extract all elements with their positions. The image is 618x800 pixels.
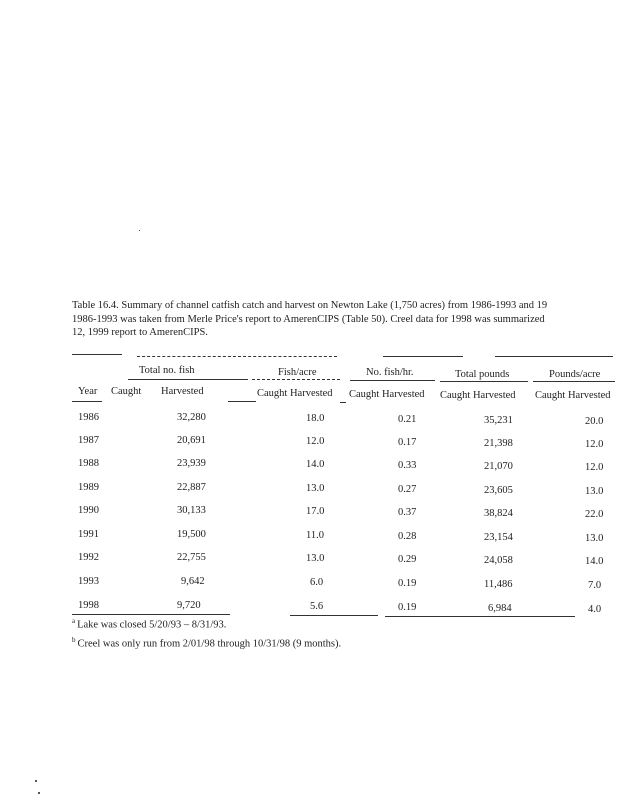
cell-harvested: 9,720 [177,600,201,611]
header-pounds-acre: Pounds/acre [549,369,601,380]
cell-pounds-acre: 20.0 [585,416,604,427]
cell-year: 1986 [78,412,99,423]
cell-pounds: 23,605 [484,485,513,496]
header-rule [228,401,256,402]
header-rule [72,401,102,402]
cell-harvested: 20,691 [177,435,206,446]
header-total-no-fish: Total no. fish [139,365,195,376]
group-rule [440,381,528,382]
cell-fish-acre: 13.0 [306,483,325,494]
cell-harvested: 22,755 [177,552,206,563]
header-year: Year [78,386,98,397]
cell-year: 1992 [78,552,99,563]
group-rule [252,379,340,380]
cell-fish-hr: 0.29 [398,554,417,565]
cell-harvested: 30,133 [177,505,206,516]
header-caught-harvested-fish-acre: Caught Harvested [257,388,333,399]
header-caught: Caught [111,386,142,397]
scan-speck [35,780,37,782]
cell-pounds: 23,154 [484,532,513,543]
caption-line-3: 12, 1999 report to AmerenCIPS. [72,327,208,338]
scan-speck [139,230,140,231]
caption-line-1: Table 16.4. Summary of channel catfish catch and harvest on Newton Lake (1,750 acres) from 1986-1993 and 19 [72,300,548,311]
top-rule [383,356,463,357]
group-rule [350,380,435,381]
bottom-rule [72,614,230,615]
footnote-a-marker: a [72,617,76,625]
cell-pounds-acre: 4.0 [588,604,602,615]
cell-fish-acre: 14.0 [306,459,325,470]
cell-harvested: 32,280 [177,412,206,423]
header-no-fish-hr: No. fish/hr. [366,367,414,378]
top-rule [72,354,122,355]
cell-pounds: 21,398 [484,438,513,449]
bottom-rule [290,615,378,616]
cell-fish-acre: 17.0 [306,506,325,517]
cell-harvested: 22,887 [177,482,206,493]
cell-fish-hr: 0.17 [398,437,417,448]
cell-harvested: 19,500 [177,529,206,540]
cell-year: 1993 [78,576,99,587]
cell-fish-hr: 0.28 [398,531,417,542]
header-caught-harvested-fish-hr: Caught Harvested [349,389,425,400]
cell-pounds-acre: 13.0 [585,486,604,497]
cell-year: 1988 [78,458,99,469]
footnote-b [72,636,341,650]
cell-year: 1989 [78,482,99,493]
cell-fish-hr: 0.33 [398,460,417,471]
cell-year: 1987 [78,435,99,446]
cell-fish-hr: 0.37 [398,507,417,518]
group-rule [128,379,248,380]
footnote-b-marker: b [72,636,76,644]
cell-pounds-acre: 22.0 [585,509,604,520]
caption-line-2: 1986-1993 was taken from Merle Price's report to AmerenCIPS (Table 50). Creel data for 1998 was summarized [72,313,545,325]
cell-year: 1998 [78,600,99,611]
header-rule [340,402,346,403]
footnote-a-text: Lake was closed 5/20/93 – 8/31/93. [77,619,227,631]
cell-harvested: 23,939 [177,458,206,469]
cell-pounds-acre: 12.0 [585,439,604,450]
cell-fish-acre: 13.0 [306,553,325,564]
cell-pounds-acre: 13.0 [585,533,604,544]
cell-fish-acre: 11.0 [306,530,324,541]
cell-year: 1991 [78,529,99,540]
cell-pounds-acre: 12.0 [585,462,604,473]
top-rule [495,356,613,357]
cell-pounds: 24,058 [484,555,513,566]
cell-fish-hr: 0.19 [398,578,417,589]
cell-harvested: 9,642 [181,576,205,587]
header-caught-harvested-pounds: Caught Harvested [440,390,516,401]
cell-pounds-acre: 14.0 [585,556,604,567]
cell-pounds-acre: 7.0 [588,580,602,591]
cell-pounds: 11,486 [484,579,513,590]
footnote-a [72,617,226,631]
header-caught-harvested-pounds-acre: Caught Harvested [535,390,611,401]
header-harvested: Harvested [161,386,204,397]
cell-fish-acre: 12.0 [306,436,325,447]
cell-pounds: 35,231 [484,415,513,426]
cell-pounds: 6,984 [488,603,512,614]
cell-pounds: 21,070 [484,461,513,472]
cell-fish-acre: 18.0 [306,413,325,424]
scan-speck [38,792,40,794]
table-caption [72,299,618,340]
header-fish-acre: Fish/acre [278,367,317,378]
cell-year: 1990 [78,505,99,516]
cell-fish-hr: 0.19 [398,602,417,613]
cell-fish-hr: 0.21 [398,414,417,425]
cell-fish-acre: 6.0 [310,577,324,588]
cell-fish-acre: 5.6 [310,601,324,612]
group-rule [533,381,615,382]
footnote-b-text: Creel was only run from 2/01/98 through 10/31/98 (9 months). [77,638,342,650]
cell-pounds: 38,824 [484,508,513,519]
top-rule [137,356,337,357]
header-total-pounds: Total pounds [455,369,510,380]
cell-fish-hr: 0.27 [398,484,417,495]
bottom-rule [385,616,575,617]
